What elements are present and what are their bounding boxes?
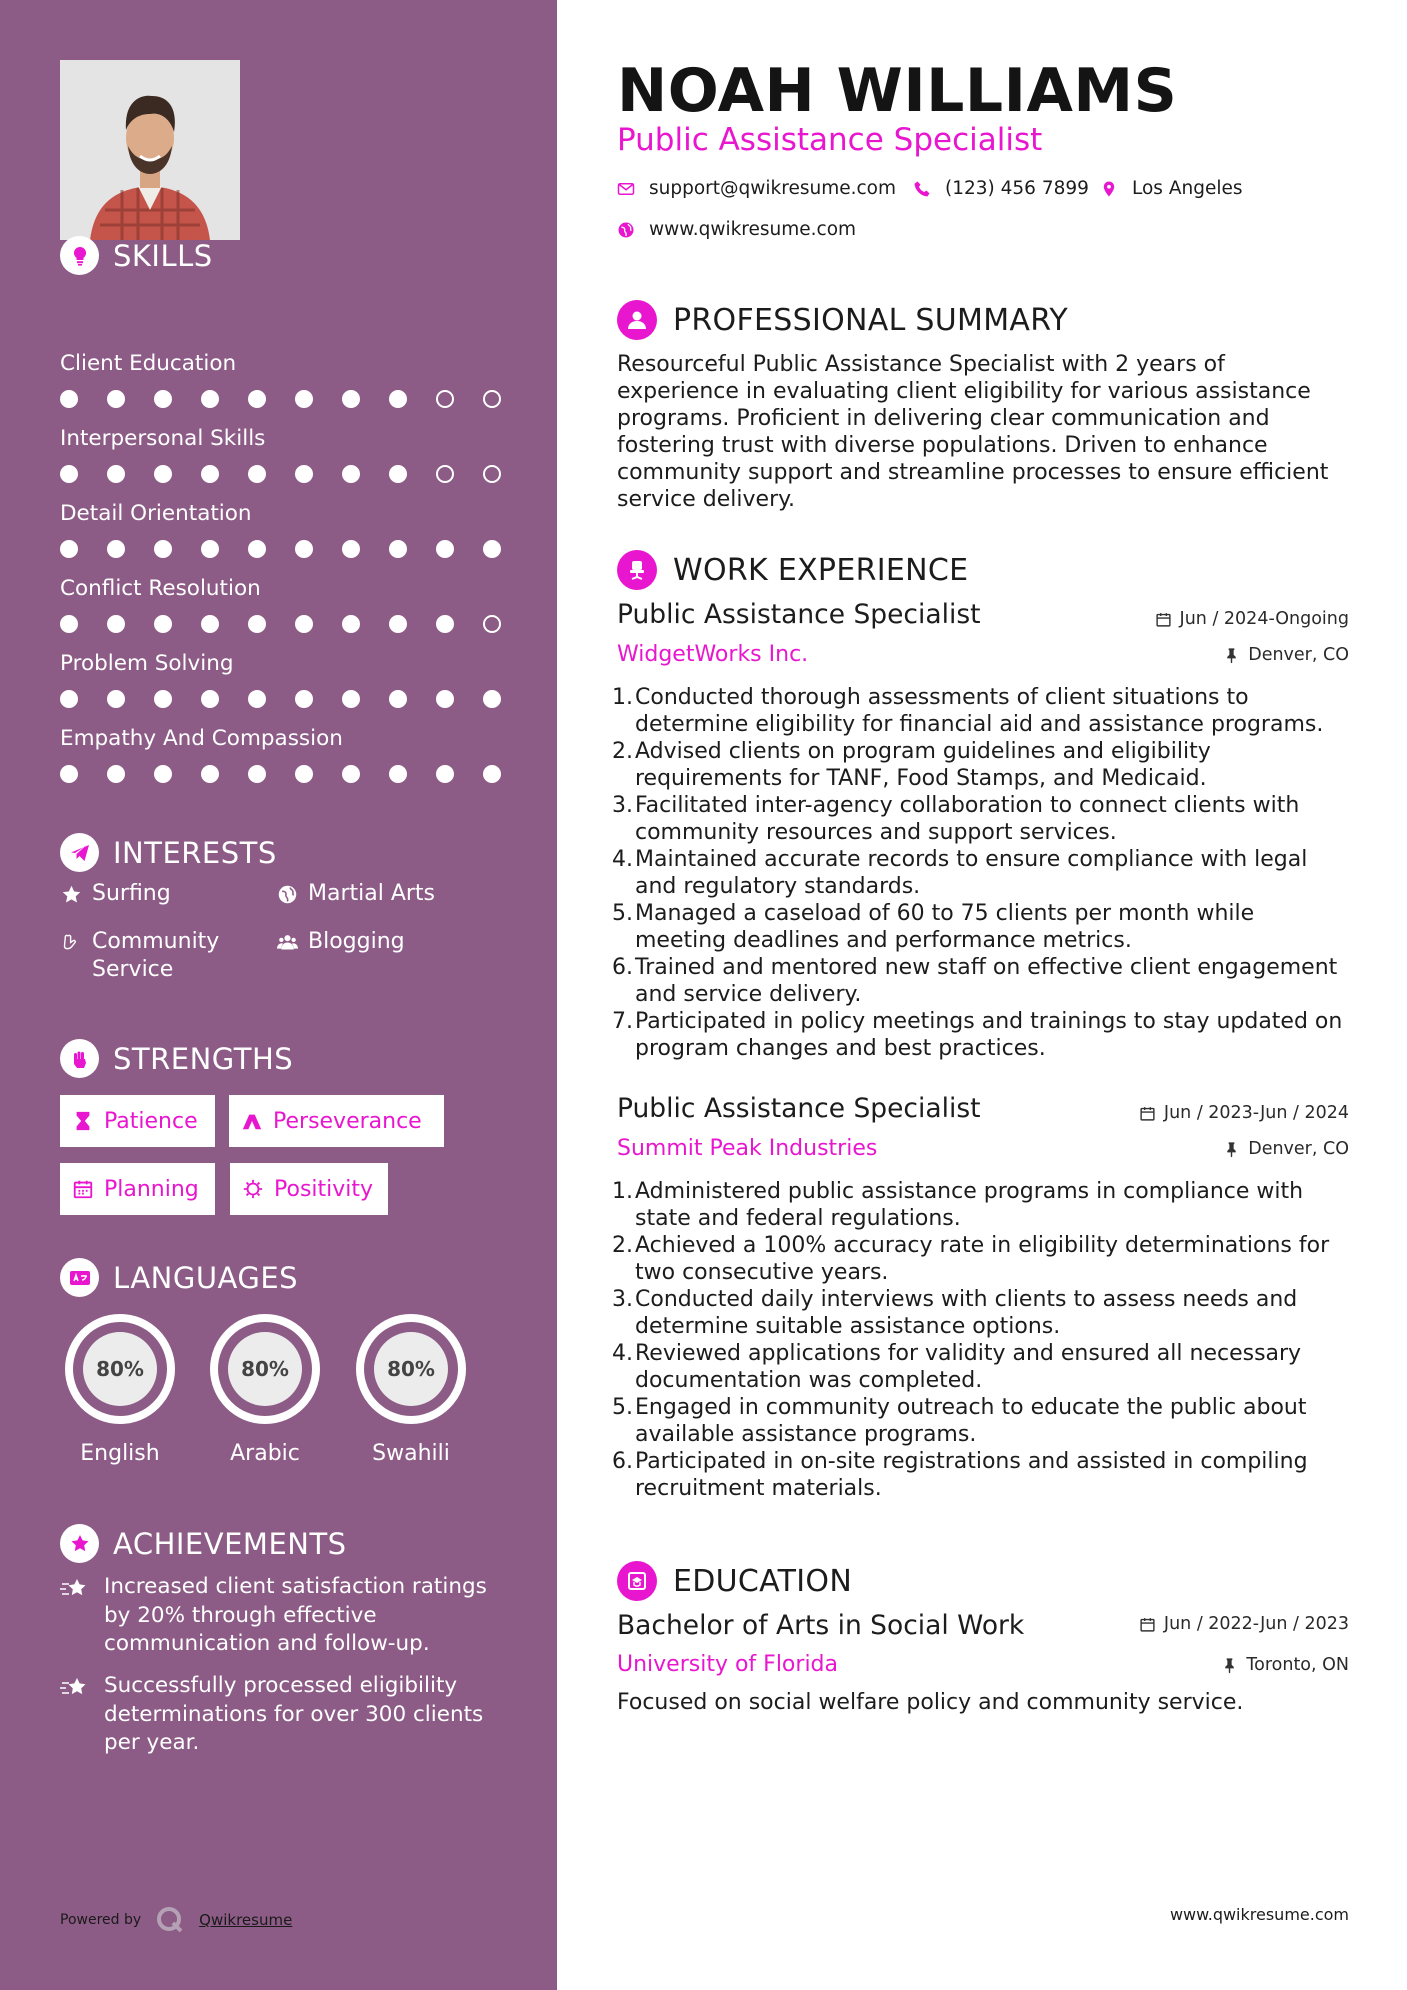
calendar-icon [1155,611,1172,628]
map-pin-icon [1100,180,1118,198]
heart-hand-icon [60,928,82,956]
rating-dot-filled [201,540,219,558]
duty-item: Administered public assistance programs in compliance with state and federal regulations. [635,1179,1304,1231]
qwikresume-logo-icon [155,1905,185,1935]
job-dates-text: Jun / 2024-Ongoing [1179,609,1349,629]
email-text: support@qwikresume.com [649,178,896,199]
job-dates [1139,1103,1349,1123]
interest-community-service [60,928,260,984]
language-label: Swahili [372,1441,450,1466]
education-description: Focused on social welfare policy and community service. [617,1690,1244,1715]
calendar-icon [1139,1616,1156,1633]
contact-phone[interactable] [913,178,1089,199]
achievements-title: ACHIEVEMENTS [113,1526,347,1561]
rating-dot-filled [60,540,78,558]
interest-label: Blogging [308,929,405,954]
languages-title: LANGUAGES [113,1260,299,1295]
language-percent: 80% [96,1357,144,1381]
rating-dot-filled [342,465,360,483]
calendar-icon [1139,1105,1156,1122]
achievement-item [60,1672,500,1758]
strengths-heading [60,1039,293,1078]
rating-dot-filled [389,390,407,408]
globe-icon [617,221,635,239]
pushpin-icon [1221,1657,1238,1674]
duty-item: Conducted thorough assessments of client situations to determine eligibility for financial aid and assistance programs. [635,685,1324,737]
rating-dot-filled [154,390,172,408]
rating-dot-filled [107,465,125,483]
rating-dot-filled [60,465,78,483]
language-english [60,1309,180,1466]
interests-heading [60,833,277,872]
language-icon [60,1258,99,1297]
job-location [1223,645,1349,665]
achievement-item [60,1573,500,1659]
sun-icon [242,1178,264,1200]
education-dates-text: Jun / 2022-Jun / 2023 [1163,1614,1349,1634]
strength-perseverance [229,1095,444,1147]
job-location [1223,1139,1349,1159]
award-icon [60,1524,99,1563]
rating-dot-filled [154,690,172,708]
rating-dot-filled [60,765,78,783]
candidate-name: NOAH WILLIAMS [617,56,1178,126]
duty-item: Managed a caseload of 60 to 75 clients per month while meeting deadlines and performance metrics. [635,901,1255,953]
rating-dot-filled [154,765,172,783]
paper-plane-icon [60,833,99,872]
duty-item: Trained and mentored new staff on effective client engagement and service delivery. [635,955,1338,1007]
achievement-text: Successfully processed eligibility determinations for over 300 clients per year. [104,1673,484,1755]
pushpin-icon [1223,647,1240,664]
rating-dot-filled [389,465,407,483]
rating-dot-filled [201,465,219,483]
skill-rating [60,765,501,783]
skill-label: Client Education [60,351,237,376]
rating-dot-filled [248,390,266,408]
rating-dot-filled [436,765,454,783]
summary-title: PROFESSIONAL SUMMARY [673,302,1069,338]
rating-dot-filled [107,690,125,708]
interest-surfing [60,880,171,908]
skill-rating [60,540,501,558]
rating-dot-filled [342,765,360,783]
rating-dot-filled [389,540,407,558]
rating-dot-filled [483,540,501,558]
users-icon [276,928,298,956]
envelope-icon [617,180,635,198]
rating-dot-filled [248,465,266,483]
job-title: Public Assistance Specialist [617,599,981,630]
rating-dot-filled [248,765,266,783]
rating-dot-filled [248,540,266,558]
job-location-text: Denver, CO [1248,645,1349,665]
contact-email[interactable] [617,178,896,199]
rating-dot-filled [60,690,78,708]
skill-label: Problem Solving [60,651,234,676]
rating-dot-filled [201,615,219,633]
skill-rating [60,390,501,408]
location-text: Los Angeles [1132,178,1243,199]
rating-dot-empty [483,615,501,633]
languages-heading [60,1258,298,1297]
achievement-text: Increased client satisfaction ratings by 20% through effective communication and follow-up. [104,1574,487,1656]
rating-dot-filled [295,465,313,483]
rating-dot-filled [389,690,407,708]
skill-label: Conflict Resolution [60,576,261,601]
interest-martial-arts [276,880,435,908]
rating-dot-filled [436,540,454,558]
rating-dot-empty [436,465,454,483]
skills-title: SKILLS [113,238,213,273]
language-percent: 80% [241,1357,289,1381]
rating-dot-filled [60,390,78,408]
rating-dot-filled [389,615,407,633]
duty-item: Facilitated inter-agency collaboration to connect clients with community resources and support services. [635,793,1300,845]
rating-dot-empty [483,390,501,408]
strength-positivity [230,1163,388,1215]
language-progress-ring [351,1309,471,1429]
rating-dot-empty [483,465,501,483]
rating-dot-filled [342,390,360,408]
stars-icon [60,1573,92,1659]
education-dates [1139,1614,1349,1634]
job-duties [612,684,1352,1062]
skill-rating [60,465,501,483]
rating-dot-filled [107,540,125,558]
lightbulb-icon [60,236,99,275]
skill-label: Empathy And Compassion [60,726,343,751]
rating-dot-filled [342,615,360,633]
duty-item: Reviewed applications for validity and ensured all necessary documentation was completed. [635,1341,1302,1393]
rating-dot-filled [248,690,266,708]
rating-dot-filled [201,690,219,708]
calendar-icon [72,1178,94,1200]
duty-item: Conducted daily interviews with clients to assess needs and determine suitable assistance options. [635,1287,1298,1339]
education-location-text: Toronto, ON [1246,1655,1349,1675]
strength-label: Planning [104,1176,199,1202]
brand-link[interactable]: Qwikresume [199,1911,293,1929]
strengths-title: STRENGTHS [113,1041,294,1076]
contact-website[interactable] [617,219,856,240]
powered-by-label: Powered by [60,1912,142,1928]
language-label: Arabic [230,1441,300,1466]
rating-dot-filled [107,390,125,408]
rating-dot-filled [248,615,266,633]
job-title: Public Assistance Specialist [617,1093,981,1124]
skill-rating [60,690,501,708]
strength-label: Patience [104,1108,198,1134]
rating-dot-filled [154,615,172,633]
achievements-heading [60,1524,347,1563]
mountain-icon [241,1110,263,1132]
rating-dot-filled [389,765,407,783]
strength-label: Positivity [274,1176,374,1202]
rating-dot-filled [201,390,219,408]
degree-title: Bachelor of Arts in Social Work [617,1610,1025,1641]
strength-label: Perseverance [273,1108,422,1134]
rating-dot-filled [107,765,125,783]
duty-item: Maintained accurate records to ensure compliance with legal and regulatory standards. [635,847,1308,899]
language-label: English [80,1441,160,1466]
rating-dot-filled [154,540,172,558]
rating-dot-filled [483,765,501,783]
language-arabic [205,1309,325,1466]
duty-item: Engaged in community outreach to educate the public about available assistance programs. [635,1395,1307,1447]
experience-heading [617,550,968,590]
skill-label: Detail Orientation [60,501,252,526]
footer-url[interactable]: www.qwikresume.com [1169,1905,1349,1924]
office-chair-icon [617,550,657,590]
job-company: Summit Peak Industries [617,1136,878,1161]
summary-heading [617,300,1068,340]
duty-item: Participated in on-site registrations and assisted in compiling recruitment materials. [635,1449,1308,1501]
education-location [1221,1655,1349,1675]
job-dates [1155,609,1349,629]
education-heading [617,1561,852,1601]
interest-label: Community Service [92,929,220,982]
rating-dot-filled [342,540,360,558]
rating-dot-filled [436,615,454,633]
pushpin-icon [1223,1141,1240,1158]
strength-planning [60,1163,215,1215]
profile-photo [60,60,240,240]
experience-title: WORK EXPERIENCE [673,552,969,588]
rating-dot-filled [295,615,313,633]
language-progress-ring [205,1309,325,1429]
contact-location [1100,178,1243,199]
hourglass-icon [72,1110,94,1132]
rating-dot-filled [342,690,360,708]
graduation-icon [617,1561,657,1601]
job-duties [612,1178,1352,1502]
skill-rating [60,615,501,633]
skill-label: Interpersonal Skills [60,426,266,451]
rating-dot-filled [436,690,454,708]
rating-dot-filled [483,690,501,708]
rating-dot-empty [436,390,454,408]
duty-item: Advised clients on program guidelines and eligibility requirements for TANF, Food Stamps, and Medicaid. [635,739,1211,791]
star-icon [60,880,82,908]
job-location-text: Denver, CO [1248,1139,1349,1159]
interest-label: Surfing [92,881,171,906]
interest-blogging [276,928,405,956]
user-icon [617,300,657,340]
rating-dot-filled [201,765,219,783]
powered-by [60,1905,292,1935]
fist-icon [60,1039,99,1078]
strength-patience [60,1095,215,1147]
job-company: WidgetWorks Inc. [617,642,809,667]
rating-dot-filled [60,615,78,633]
interests-title: INTERESTS [113,835,277,870]
job-dates-text: Jun / 2023-Jun / 2024 [1163,1103,1349,1123]
language-progress-ring [60,1309,180,1429]
phone-text: (123) 456 7899 [945,178,1089,199]
rating-dot-filled [107,615,125,633]
education-title: EDUCATION [673,1563,853,1599]
globe-icon [276,880,298,908]
rating-dot-filled [295,690,313,708]
rating-dot-filled [295,390,313,408]
candidate-role: Public Assistance Specialist [617,122,1043,158]
summary-text: Resourceful Public Assistance Specialist with 2 years of experience in evaluating client eligibility for various assistance programs. Proficient in delivering clear communication and fostering trust with diverse populations. Driven to enhance community support and streamline processes to ensure efficient service delivery. [617,352,1329,512]
duty-item: Achieved a 100% accuracy rate in eligibility determinations for two consecutive years. [635,1233,1330,1285]
rating-dot-filled [154,465,172,483]
rating-dot-filled [295,765,313,783]
language-swahili [351,1309,471,1466]
stars-icon [60,1672,92,1758]
language-percent: 80% [387,1357,435,1381]
skills-heading [60,236,213,275]
phone-icon [913,180,931,198]
duty-item: Participated in policy meetings and trainings to stay updated on program changes and best practices. [635,1009,1343,1061]
rating-dot-filled [295,540,313,558]
sidebar [0,0,557,1990]
website-text: www.qwikresume.com [649,219,857,240]
school-name: University of Florida [617,1652,838,1677]
interest-label: Martial Arts [308,881,436,906]
profile-photo-image [60,60,240,240]
